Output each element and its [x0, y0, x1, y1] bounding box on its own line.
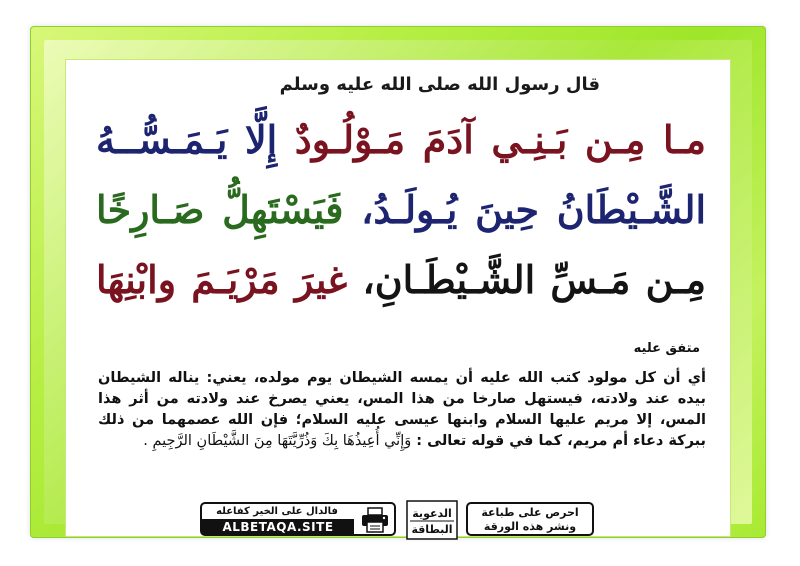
hadith-line-1	[96, 112, 706, 168]
print-reminder-line-2: ونشر هذه الورقة	[483, 520, 577, 533]
print-reminder-box	[466, 502, 594, 536]
quran-verse: وَإِنِّي أُعِيذُهَا بِكَ وَذُرِّيَّتَهَا مِنَ الشَّيْطَانِ الرَّجِيمِ .	[143, 433, 412, 449]
header-title: قال رسول الله صلى الله عليه وسلم	[279, 74, 600, 95]
printer-icon	[360, 507, 390, 533]
logo-word-1: الدعوية	[412, 507, 452, 520]
hadith-line-2-part-2: فَيَسْتَهِلُّ صَـارِخًا	[96, 187, 344, 232]
explanation-body: أي أن كل مولود كتب الله عليه أن يمسه الشيطان يوم مولده، يعني: يناله الشيطان بيده عند ولادته، فيستهل صارخا من هذا المس، يعني يصرخ عند ولادته من أثر هذا المس، إلا مريم عليها السلام وابنها عيسى عليه السلام؛ فإن الله عصمهما من ذلك ببركة دعاء أم مريم، كما في قوله تعالى :	[98, 370, 706, 449]
hadith-line-2-part-1: الشَّـيْطَانُ حِينَ يُـولَـدُ،	[343, 187, 706, 232]
hadith-line-2	[96, 182, 706, 238]
print-reminder-line-1: احرص على طباعة	[481, 506, 579, 519]
site-url[interactable]: ALBETAQA.SITE	[202, 519, 354, 535]
hadith-line-3-part-2: غيرَ مَرْيَـمَ وابْنِهَا	[96, 257, 348, 302]
logo-word-2: البطاقة	[411, 523, 453, 536]
albetaqa-logo	[406, 500, 458, 540]
site-box	[200, 502, 396, 536]
slogan-text: فالدال على الخير كفاعله	[216, 506, 338, 517]
explanation-text	[98, 368, 706, 494]
hadith-line-3-part-1: مِـن مَـسِّ الشَّـيْطَـانِ،	[347, 257, 706, 302]
hadith-line-1-part-2: إِلَّا يَـمَـسُّــهُ	[96, 117, 278, 162]
hadith-line-3	[96, 252, 706, 308]
hadith-source: متفق عليه	[633, 341, 700, 356]
hadith-line-1-part-1: مـا مِـن بَـنِـي آدَمَ مَـوْلُـودٌ	[277, 117, 707, 162]
